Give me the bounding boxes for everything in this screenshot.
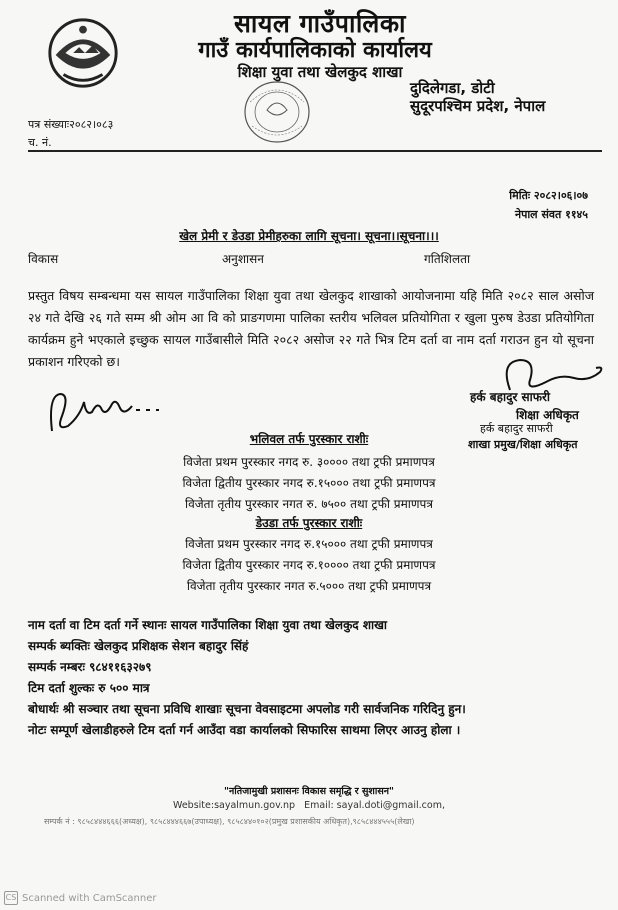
nepal-emblem-icon [44, 14, 122, 92]
footer-contact [0, 800, 618, 811]
office-name: गाउँ कार्यपालिकाको कार्यालय [198, 38, 432, 63]
signatory-department: शाखा प्रमुख/शिक्षा अधिकृत [468, 438, 578, 451]
letter-date: मितिः २०८२।०६।०७ [509, 189, 588, 202]
camscanner-watermark [4, 891, 157, 905]
camscanner-text: Scanned with CamScanner [22, 892, 157, 904]
municipality-name: सायल गाउँपालिका [233, 9, 407, 38]
address-line-1: दुदिलेगडा, डोटी [410, 79, 495, 97]
registration-place: नाम दर्ता वा टिम दर्ता गर्ने स्थानः सायल गाउँपालिका शिक्षा युवा तथा खेलकुद शाखा [28, 618, 388, 632]
motto-development: विकास [28, 252, 59, 266]
signatory-title: शिक्षा अधिकृत [516, 408, 579, 422]
volleyball-prize-second: विजेता द्वितीय पुरस्कार नगद रु.१५००० तथा ट्रफी प्रमाणपत्र [182, 476, 436, 490]
footer-motto: "नतिजामुखी प्रशासनः विकास समृद्धि र सुशासन" [224, 786, 394, 797]
letter-number: पत्र संख्याः२०८२।०८३ [28, 118, 114, 131]
contact-number: सम्पर्क नम्बरः ९८४११६३२७९ [28, 660, 152, 674]
deuda-prize-third: विजेता तृतीय पुरस्कार नगत रु.५००० तथा ट्रफी प्रमाणपत्र [186, 579, 432, 593]
motto-dynamism: गतिशिलता [424, 252, 471, 266]
nepal-samvat-date: नेपाल संवत ११४५ [514, 208, 588, 221]
header-divider [28, 150, 602, 152]
footer-email: Email: sayal.doti@gmail.com, [304, 800, 445, 811]
office-seal-icon [232, 76, 322, 146]
motto-discipline: अनुशासन [222, 252, 264, 266]
deuda-prize-heading: डेउडा तर्फ पुरस्कार राशीः [255, 516, 363, 530]
volleyball-prize-third: विजेता तृतीय पुरस्कार नगत रु. ७५०० तथा ट्रफी प्रमाणपत्र [185, 497, 433, 511]
contact-person: सम्पर्क ब्यक्तिः खेलकुद प्रशिक्षक सेशन बहादुर सिंहं [28, 639, 249, 653]
camscanner-logo-icon: CS [4, 891, 18, 905]
notice-body: प्रस्तुत विषय सम्बन्धमा यस सायल गाउँपालिका शिक्षा युवा तथा खेलकुद शाखाको आयोजनामा यहि मिति २०८२ साल असोज २४ गते देखि २६ गते सम्म श्री ओम आ वि को प्राङगणमा पालिका स्तरीय भलिवल प्रतियोगिता र खुला पुरुष डेउडा प्रतियोगिता कार्यक्रम हुने भएकाले इच्छुक सायल गाउँबासीले मिति २०८२ असोज २२ गते भित्र टिम दर्ता वा नाम दर्ता गराउन हुन यो सूचना प्रकाशन गरिएको छ। [28, 288, 594, 369]
notice-subject: खेल प्रेमी र डेउडा प्रेमीहरुका लागि सूचना। सूचना।।सूचना।।। [179, 229, 439, 243]
registration-fee: टिम दर्ता शुल्कः रु ५०० मात्र [28, 681, 150, 695]
deuda-prize-second: विजेता द्वितीय पुरस्कार नगद रु.१०००० तथा ट्रफी प्रमाणपत्र [182, 558, 436, 572]
address-line-2: सुदूरपश्चिम प्रदेश, नेपाल [410, 97, 546, 115]
signatory-name: हर्क बहादुर साफरी [470, 390, 551, 404]
footer-phone-numbers: सम्पर्क नं : ९८५८४४४६६६(अध्यक्ष), ९८५८४४४६६७(उपाध्यक्ष), ९८५८४४०१०२(प्रमुख प्रशासकीय अधिकृत),९८५८४४४५५५(लेखा) [44, 817, 415, 826]
note-line: नोटः सम्पूर्ण खेलाडीहरुले टिम दर्ता गर्न आउँदा वडा कार्यालको सिफारिस साथमा लिएर आउनु होला । [28, 723, 461, 737]
signatory-name-stamp: हर्क बहादुर साफरी [480, 422, 553, 435]
volleyball-prize-first: विजेता प्रथम पुरस्कार नगद रु. ३०००० तथा ट्रफी प्रमाणपत्र [183, 455, 435, 469]
dispatch-number: च. नं. [28, 136, 52, 149]
deuda-prize-first: विजेता प्रथम पुरस्कार नगद रु.१५००० तथा ट्रफी प्रमाणपत्र [185, 537, 433, 551]
section-name: शिक्षा युवा तथा खेलकुद शाखा [237, 63, 403, 81]
footer-website: Website:sayalmun.gov.np [173, 800, 296, 811]
cc-note: बोधार्थः श्री सञ्चार तथा सूचना प्रविधि शाखाः सूचना वेवसाइटमा अपलोड गरी सार्वजनिक गरिदिनु हुन। [28, 702, 466, 716]
volleyball-prize-heading: भलिवल तर्फ पुरस्कार राशीः [249, 432, 369, 446]
